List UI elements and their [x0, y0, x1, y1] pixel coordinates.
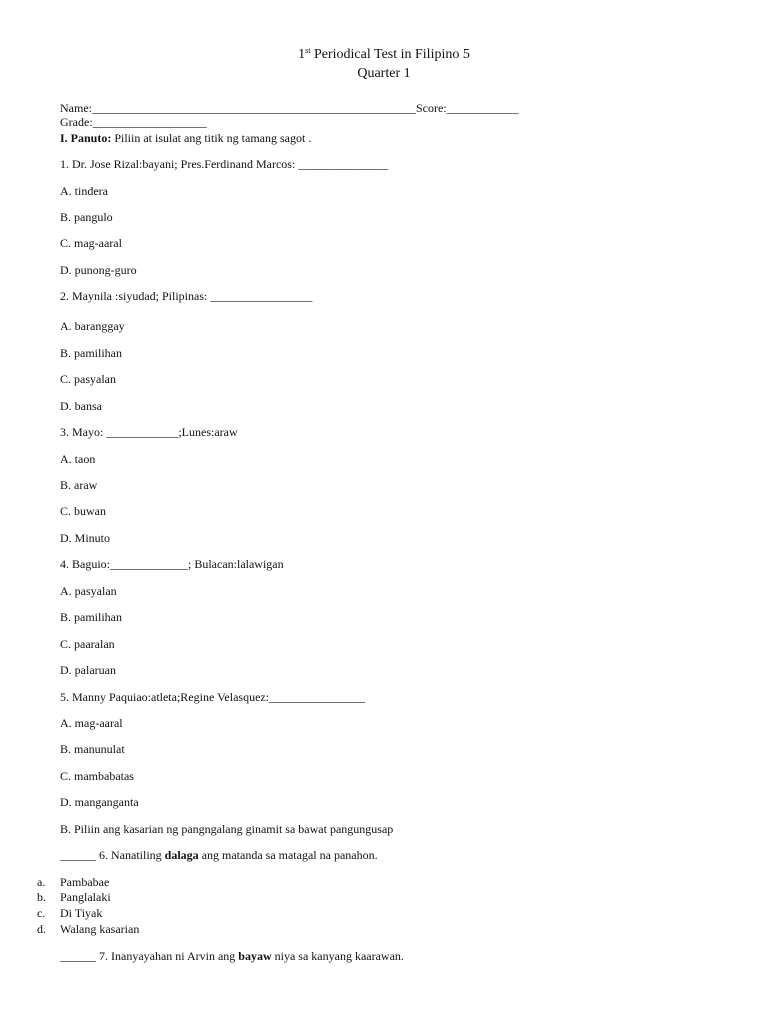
q6-option-c[interactable]: Di Tiyak [60, 906, 103, 920]
q5-option-c[interactable]: C. mambabatas [60, 769, 134, 783]
part2-instruction: B. Piliin ang kasarian ng pangngalang ginamit sa bawat pangungusap [60, 822, 394, 836]
q6-option-d-letter: d. [37, 922, 46, 936]
grade-line: Grade:___________________ [60, 115, 207, 129]
q6-option-b[interactable]: Panglalaki [60, 890, 111, 904]
q6-option-b-letter: b. [37, 890, 46, 904]
grade-blank[interactable]: ___________________ [92, 115, 207, 129]
q3-option-d[interactable]: D. Minuto [60, 531, 111, 545]
question-1: 1. Dr. Jose Rizal:bayani; Pres.Ferdinand Marcos: _______________ [60, 157, 389, 171]
q6-option-a-letter: a. [37, 875, 46, 889]
part1-instruction: I. Panuto: Piliin at isulat ang titik ng tamang sagot . [60, 131, 312, 145]
q6-option-a[interactable]: Pambabae [60, 875, 110, 889]
q1-option-d[interactable]: D. punong-guro [60, 263, 137, 277]
q2-option-c[interactable]: C. pasyalan [60, 372, 116, 386]
question-4: 4. Baguio:_____________; Bulacan:lalawigan [60, 557, 284, 571]
test-title: 1st Periodical Test in Filipino 5 [298, 46, 470, 62]
q1-option-b[interactable]: B. pangulo [60, 210, 113, 224]
name-score-line: Name:______________________________________________________Score:____________ [60, 101, 519, 115]
test-subtitle: Quarter 1 [357, 66, 411, 81]
q4-option-b[interactable]: B. pamilihan [60, 610, 122, 624]
question-6: ______ 6. Nanatiling dalaga ang matanda sa matagal na panahon. [60, 848, 378, 862]
question-3: 3. Mayo: ____________;Lunes:araw [60, 425, 238, 439]
q7-answer-blank[interactable]: ______ [60, 949, 96, 963]
q2-option-b[interactable]: B. pamilihan [60, 346, 122, 360]
q3-option-b[interactable]: B. araw [60, 478, 98, 492]
q2-option-d[interactable]: D. bansa [60, 399, 102, 413]
q1-option-c[interactable]: C. mag-aaral [60, 236, 122, 250]
q6-option-d[interactable]: Walang kasarian [60, 922, 140, 936]
question-2: 2. Maynila :siyudad; Pilipinas: _________________ [60, 289, 313, 303]
question-5: 5. Manny Paquiao:atleta;Regine Velasquez:________________ [60, 690, 366, 704]
q3-option-a[interactable]: A. taon [60, 452, 96, 466]
q4-option-c[interactable]: C. paaralan [60, 637, 115, 651]
q6-option-c-letter: c. [37, 906, 46, 920]
q1-option-a[interactable]: A. tindera [60, 184, 108, 198]
q5-option-d[interactable]: D. manganganta [60, 795, 139, 809]
score-blank[interactable]: ____________ [446, 101, 519, 115]
q4-option-d[interactable]: D. palaruan [60, 663, 116, 677]
q6-answer-blank[interactable]: ______ [60, 848, 96, 862]
q4-option-a[interactable]: A. pasyalan [60, 584, 117, 598]
q2-option-a[interactable]: A. baranggay [60, 319, 125, 333]
question-7: ______ 7. Inanyayahan ni Arvin ang bayaw niya sa kanyang kaarawan. [60, 949, 404, 963]
q3-option-c[interactable]: C. buwan [60, 504, 106, 518]
q5-option-b[interactable]: B. manunulat [60, 742, 125, 756]
name-blank[interactable]: ______________________________________________________ [92, 101, 416, 115]
q5-option-a[interactable]: A. mag-aaral [60, 716, 123, 730]
